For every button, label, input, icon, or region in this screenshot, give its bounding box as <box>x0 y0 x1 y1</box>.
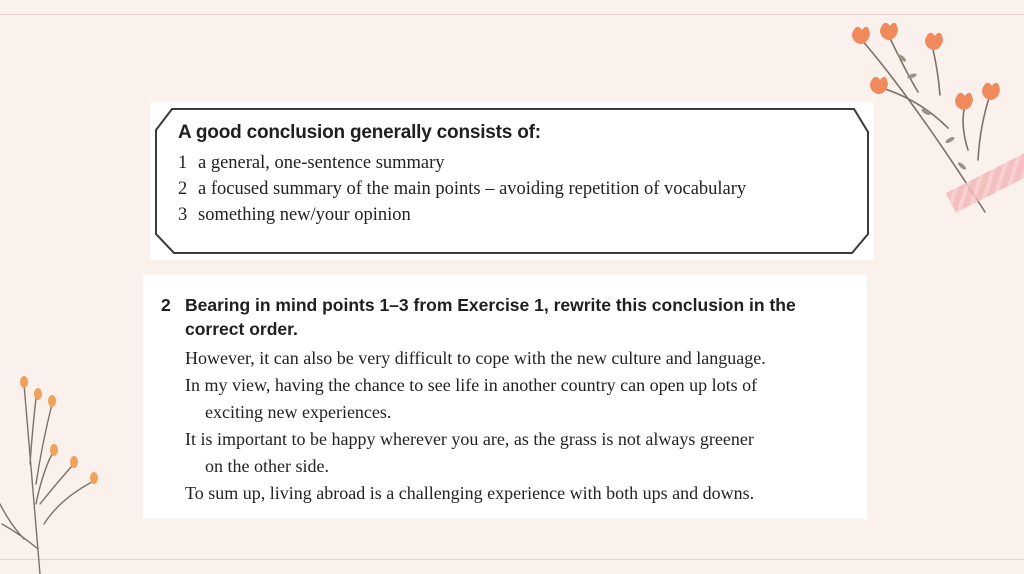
guideline-item <box>178 150 846 176</box>
exercise-number: 2 <box>161 295 171 315</box>
guideline-text: a focused summary of the main points – avoiding repetition of vocabulary <box>198 179 747 199</box>
guidelines-box <box>150 102 874 260</box>
guideline-item <box>178 176 846 202</box>
guideline-number: 2 <box>178 179 188 199</box>
guideline-number: 1 <box>178 153 188 173</box>
exercise-sentences <box>185 345 847 507</box>
bottom-frame-line <box>0 559 1024 560</box>
sentence-line: However, it can also be very difficult to cope with the new culture and language. <box>185 348 766 368</box>
sentence-line: It is important to be happy wherever you are, as the grass is not always greener <box>185 429 754 449</box>
guidelines-title: A good conclusion generally consists of: <box>178 122 541 143</box>
exercise-box <box>143 275 867 519</box>
guideline-text: a general, one-sentence summary <box>198 153 445 173</box>
guideline-text: something new/your opinion <box>198 205 411 225</box>
sentence-continuation: on the other side. <box>205 456 329 476</box>
sentence-line: To sum up, living abroad is a challenging experience with both ups and downs. <box>185 483 755 503</box>
exercise-heading <box>161 293 837 341</box>
flower-branch-bottom-left-icon <box>0 374 110 574</box>
guideline-number: 3 <box>178 205 188 225</box>
exercise-instruction: Bearing in mind points 1–3 from Exercise 1, rewrite this conclusion in the correct order. <box>185 295 796 339</box>
sentence-continuation: exciting new experiences. <box>205 402 392 422</box>
guideline-item <box>178 202 846 228</box>
sentence-line: In my view, having the chance to see life in another country can open up lots of <box>185 375 758 395</box>
